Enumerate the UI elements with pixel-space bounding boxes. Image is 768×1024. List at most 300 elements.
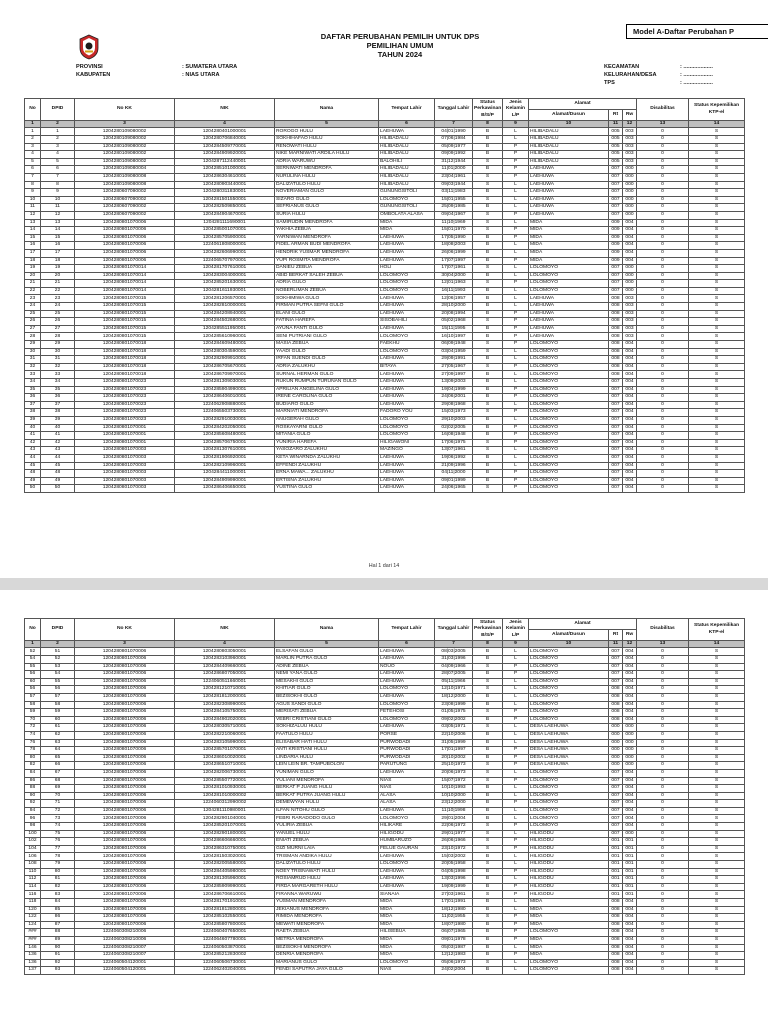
cell-dpid: 40 <box>41 424 75 432</box>
cell-status-kawin: S <box>473 265 503 273</box>
cell-alamat-dusun: LOLOMOYO <box>529 341 609 349</box>
cell-rt: 007 <box>609 785 623 793</box>
cell-nama: NIKE MARNIWATI ARDILA HULU <box>275 151 379 159</box>
cell-nik: 1224060503870001 <box>175 944 275 952</box>
cell-rt: 008 <box>609 341 623 349</box>
table-row <box>25 265 745 273</box>
cell-no: 54 <box>25 656 41 664</box>
cell-rw: 004 <box>623 936 637 944</box>
cell-tanggal-lahir: 28|07|2005 <box>435 671 473 679</box>
cell-alamat-dusun: LOLOMOYO <box>529 792 609 800</box>
cell-nama: YANUEL HULU <box>275 830 379 838</box>
cell-alamat-dusun: LAEHUWA <box>529 310 609 318</box>
cell-no: 8 <box>25 181 41 189</box>
cell-rt: 007 <box>609 272 623 280</box>
cell-nik: 1204287112440001 <box>175 158 275 166</box>
cell-tempat-lahir: LAEHUWA <box>379 648 435 656</box>
cell-nama: LINDARIA HULU <box>275 754 379 762</box>
col-rt: Rt <box>609 630 623 641</box>
cell-tempat-lahir: LOLOMOYO <box>379 348 435 356</box>
cell-disabilitas: 0 <box>637 265 689 273</box>
cell-no: 94 <box>25 807 41 815</box>
cell-nik: 1204282606990001 <box>175 249 275 257</box>
cell-disabilitas: 0 <box>637 454 689 462</box>
table-row <box>25 807 745 815</box>
cell-rw: 004 <box>623 409 637 417</box>
cell-nama: ADINE ZEBUA <box>275 663 379 671</box>
cell-jenis-kelamin: L <box>503 196 529 204</box>
cell-disabilitas: 0 <box>637 363 689 371</box>
cell-status-kawin: B <box>473 234 503 242</box>
cell-ktp-el: S <box>689 166 745 174</box>
cell-alamat-dusun: DESA LAEHUWA <box>529 747 609 755</box>
cell-rt: 007 <box>609 656 623 664</box>
cell-nama: ANUGERAH GULO <box>275 416 379 424</box>
cell-nama: SURIA HULU <box>275 211 379 219</box>
cell-disabilitas: 0 <box>637 242 689 250</box>
cell-tanggal-lahir: 18|07|1980 <box>435 921 473 929</box>
cell-no: 24 <box>25 303 41 311</box>
cell-ktp-el: S <box>689 280 745 288</box>
cell-jenis-kelamin: P <box>503 868 529 876</box>
cell-nik: 1204282901040001 <box>175 815 275 823</box>
table-row <box>25 477 745 485</box>
cell-jenis-kelamin: L <box>503 454 529 462</box>
cell-rw: 000 <box>623 762 637 770</box>
cell-no: 36 <box>25 394 41 402</box>
cell-tanggal-lahir: 24|06|2001 <box>435 394 473 402</box>
cell-alamat-dusun: LOLOMOYO <box>529 348 609 356</box>
cell-tempat-lahir: NIAS <box>379 967 435 975</box>
cell-no: 112 <box>25 876 41 884</box>
table-row <box>25 906 745 914</box>
cell-jenis-kelamin: P <box>503 762 529 770</box>
cell-rw: 000 <box>623 181 637 189</box>
table-row <box>25 693 745 701</box>
cell-alamat-dusun: MIDA <box>529 234 609 242</box>
cell-tanggal-lahir: 27|09|1997 <box>435 371 473 379</box>
cell-alamat-dusun: LOLOMOYO <box>529 287 609 295</box>
cell-dpid: 67 <box>41 769 75 777</box>
cell-jenis-kelamin: L <box>503 792 529 800</box>
cell-rt: 005 <box>609 136 623 144</box>
cell-jenis-kelamin: P <box>503 439 529 447</box>
cell-dpid: 48 <box>41 470 75 478</box>
cell-nik: 1204281812000001 <box>175 693 275 701</box>
col-jenis-kelamin: Jenis Kelamin L/P <box>503 619 529 641</box>
cell-nik: 1204282109960001 <box>175 462 275 470</box>
table-row <box>25 280 745 288</box>
cell-disabilitas: 0 <box>637 815 689 823</box>
cell-rw: 001 <box>623 838 637 846</box>
cell-dpid: 16 <box>41 242 75 250</box>
table-row <box>25 929 745 937</box>
provinsi-label: PROVINSI <box>76 64 103 70</box>
voter-table-page-2 <box>24 618 745 975</box>
cell-rw: 003 <box>623 158 637 166</box>
cell-ktp-el: S <box>689 265 745 273</box>
cell-nokk: 1204280801070006 <box>75 914 175 922</box>
cell-jenis-kelamin: P <box>503 952 529 960</box>
cell-tempat-lahir: LAEHUWA <box>379 371 435 379</box>
cell-nama: DANIEU ZEBUA <box>275 265 379 273</box>
cell-no: 48 <box>25 470 41 478</box>
cell-ktp-el: S <box>689 792 745 800</box>
cell-nama: AYUNA FANTI GULO <box>275 325 379 333</box>
table-row <box>25 234 745 242</box>
page-footer: Hal 1 dari 14 <box>368 563 400 569</box>
cell-rw: 004 <box>623 363 637 371</box>
cell-nik: 1204281010000002 <box>175 792 275 800</box>
cell-nik: 1204282005580001 <box>175 861 275 869</box>
cell-nik: 1204281210710001 <box>175 686 275 694</box>
cell-alamat-dusun: HILIGODU <box>529 861 609 869</box>
cell-tanggal-lahir: 29|08|1968 <box>435 401 473 409</box>
cell-rw: 004 <box>623 648 637 656</box>
cell-no: 122 <box>25 914 41 922</box>
cell-rt: 008 <box>609 371 623 379</box>
column-number: 5 <box>275 121 379 128</box>
cell-jenis-kelamin: L <box>503 899 529 907</box>
cell-disabilitas: 0 <box>637 447 689 455</box>
col-no: No <box>25 99 41 121</box>
cell-nokk: 1204280801070006 <box>75 838 175 846</box>
cell-alamat-dusun: LAEHUWA <box>529 173 609 181</box>
cell-tempat-lahir: LAEHUWA <box>379 234 435 242</box>
cell-no: 90 <box>25 792 41 800</box>
cell-no: 6 <box>25 166 41 174</box>
cell-tanggal-lahir: 15|07|1972 <box>435 777 473 785</box>
cell-status-kawin: S <box>473 158 503 166</box>
cell-nokk: 1204280109080004 <box>75 166 175 174</box>
cell-rw: 004 <box>623 959 637 967</box>
cell-rt: 001 <box>609 876 623 884</box>
cell-nama: FIRANNA WARUWU <box>275 891 379 899</box>
cell-nik: 1204283103960001 <box>175 656 275 664</box>
cell-tempat-lahir: FELUE GAURAN <box>379 845 435 853</box>
cell-tempat-lahir: HILIBADALU <box>379 166 435 174</box>
column-number: 7 <box>435 641 473 648</box>
cell-no: 10 <box>25 196 41 204</box>
cell-ktp-el: S <box>689 959 745 967</box>
cell-rt: 000 <box>609 754 623 762</box>
cell-nik: 1204281503020001 <box>175 853 275 861</box>
cell-jenis-kelamin: P <box>503 929 529 937</box>
cell-tanggal-lahir: 23|04|1961 <box>435 173 473 181</box>
cell-dpid: 73 <box>41 815 75 823</box>
cell-no: 23 <box>25 295 41 303</box>
cell-disabilitas: 0 <box>637 876 689 884</box>
column-number: 13 <box>637 121 689 128</box>
table-row <box>25 310 745 318</box>
cell-dpid: 85 <box>41 906 75 914</box>
cell-ktp-el: S <box>689 663 745 671</box>
cell-tempat-lahir: LAEHUWA <box>379 724 435 732</box>
cell-tempat-lahir: GUNUNGSITOLI <box>379 189 435 197</box>
cell-ktp-el: S <box>689 325 745 333</box>
cell-jenis-kelamin: L <box>503 785 529 793</box>
cell-rw: 000 <box>623 739 637 747</box>
cell-nik: 1204286406650001 <box>175 485 275 493</box>
cell-disabilitas: 0 <box>637 204 689 212</box>
cell-status-kawin: B <box>473 424 503 432</box>
cell-tanggal-lahir: 05|02|1968 <box>435 318 473 326</box>
cell-rt: 008 <box>609 356 623 364</box>
cell-ktp-el: S <box>689 219 745 227</box>
cell-ktp-el: S <box>689 739 745 747</box>
cell-tempat-lahir: PARUTUNG <box>379 762 435 770</box>
cell-disabilitas: 0 <box>637 921 689 929</box>
cell-tempat-lahir: LOLOMOYO <box>379 424 435 432</box>
cell-jenis-kelamin: L <box>503 807 529 815</box>
cell-disabilitas: 0 <box>637 701 689 709</box>
cell-jenis-kelamin: P <box>503 341 529 349</box>
cell-dpid: 38 <box>41 409 75 417</box>
cell-jenis-kelamin: L <box>503 371 529 379</box>
cell-alamat-dusun: LOLOMOYO <box>529 709 609 717</box>
cell-no: 76 <box>25 739 41 747</box>
cell-status-kawin: B <box>473 876 503 884</box>
cell-tanggal-lahir: 02|02|2005 <box>435 424 473 432</box>
cell-alamat-dusun: MIDA <box>529 899 609 907</box>
cell-status-kawin: B <box>473 853 503 861</box>
cell-jenis-kelamin: P <box>503 158 529 166</box>
cell-rt: 007 <box>609 181 623 189</box>
kabupaten-value: : NIAS UTARA <box>182 72 220 78</box>
cell-nik: 1204284904670001 <box>175 211 275 219</box>
cell-no: 60 <box>25 678 41 686</box>
cell-tanggal-lahir: 18|08|2003 <box>435 242 473 250</box>
cell-jenis-kelamin: P <box>503 883 529 891</box>
cell-nama: BEZISOKHI GULO <box>275 693 379 701</box>
cell-dpid: 43 <box>41 447 75 455</box>
table-row <box>25 325 745 333</box>
cell-disabilitas: 0 <box>637 936 689 944</box>
cell-rt: 008 <box>609 310 623 318</box>
cell-dpid: 3 <box>41 143 75 151</box>
cell-nama: YUSMAN MENDROFA <box>275 899 379 907</box>
cell-tempat-lahir: LAEHUWA <box>379 678 435 686</box>
cell-disabilitas: 0 <box>637 181 689 189</box>
cell-nik: 1204285701070001 <box>175 747 275 755</box>
cell-jenis-kelamin: L <box>503 876 529 884</box>
cell-tanggal-lahir: 12|12|1983 <box>435 952 473 960</box>
cell-status-kawin: S <box>473 341 503 349</box>
cell-tanggal-lahir: 16|11|1993 <box>435 287 473 295</box>
col-tanggal-lahir: Tanggal Lahir <box>435 99 473 121</box>
cell-disabilitas: 0 <box>637 747 689 755</box>
cell-ktp-el: S <box>689 181 745 189</box>
cell-nokk: 1204280607090002 <box>75 189 175 197</box>
cell-ktp-el: S <box>689 416 745 424</box>
cell-alamat-dusun: LOLOMOYO <box>529 785 609 793</box>
cell-nama: YAKHIA ZEBUA <box>275 227 379 235</box>
cell-status-kawin: S <box>473 777 503 785</box>
cell-dpid: 69 <box>41 785 75 793</box>
cell-nama: NOEY TRISNAWATI HULU <box>275 868 379 876</box>
cell-no: 56 <box>25 686 41 694</box>
cell-ktp-el: S <box>689 883 745 891</box>
cell-no: 26 <box>25 318 41 326</box>
cell-rt: 008 <box>609 363 623 371</box>
cell-tempat-lahir: HILIGODU <box>379 830 435 838</box>
cell-ktp-el: S <box>689 906 745 914</box>
cell-nokk: 1204280801070001 <box>75 424 175 432</box>
cell-nama: FENDI SAPUTRA JAYA GULO <box>275 967 379 975</box>
cell-nama: ILFAN NITOHU GULO <box>275 807 379 815</box>
cell-tanggal-lahir: 11|10|1998 <box>435 807 473 815</box>
cell-nokk: 1204280801070018 <box>75 348 175 356</box>
cell-no: 100 <box>25 830 41 838</box>
cell-rw: 004 <box>623 432 637 440</box>
table-row <box>25 914 745 922</box>
cell-no: 39 <box>25 416 41 424</box>
cell-nokk: 1204280801070006 <box>75 686 175 694</box>
cell-status-kawin: S <box>473 959 503 967</box>
cell-rt: 007 <box>609 439 623 447</box>
cell-disabilitas: 0 <box>637 785 689 793</box>
cell-dpid: 42 <box>41 439 75 447</box>
cell-jenis-kelamin: P <box>503 823 529 831</box>
cell-rt: 008 <box>609 914 623 922</box>
cell-nik: 1204286606660001 <box>175 838 275 846</box>
cell-dpid: 87 <box>41 921 75 929</box>
cell-status-kawin: B <box>473 754 503 762</box>
cell-rt: 007 <box>609 792 623 800</box>
cell-dpid: 55 <box>41 678 75 686</box>
table-row <box>25 432 745 440</box>
cell-dpid: 77 <box>41 845 75 853</box>
cell-tanggal-lahir: 09|03|1944 <box>435 181 473 189</box>
cell-nik: 1204286010020001 <box>175 754 275 762</box>
cell-tanggal-lahir: 16|08|1948 <box>435 432 473 440</box>
cell-rt: 007 <box>609 800 623 808</box>
cell-rt: 000 <box>609 731 623 739</box>
column-number: 6 <box>379 641 435 648</box>
table-row <box>25 800 745 808</box>
cell-no: 25 <box>25 310 41 318</box>
table-row <box>25 686 745 694</box>
cell-disabilitas: 0 <box>637 800 689 808</box>
cell-tanggal-lahir: 17|06|1975 <box>435 439 473 447</box>
cell-dpid: 92 <box>41 959 75 967</box>
cell-alamat-dusun: HILIGODU <box>529 883 609 891</box>
cell-alamat-dusun: DESA LAEHUWA <box>529 739 609 747</box>
cell-nama: FEBRI RARADODO GULO <box>275 815 379 823</box>
cell-jenis-kelamin: P <box>503 470 529 478</box>
cell-status-kawin: B <box>473 166 503 174</box>
cell-disabilitas: 0 <box>637 310 689 318</box>
cell-alamat-dusun: MIDA <box>529 944 609 952</box>
cell-nik: 1204284502680001 <box>175 318 275 326</box>
cell-nama: FATINIA HAREFA <box>275 318 379 326</box>
cell-dpid: 22 <box>41 287 75 295</box>
cell-no: 55 <box>25 663 41 671</box>
cell-nama: YUPI ROSMITA MENDROFA <box>275 257 379 265</box>
document-subtitle: PEMILIHAN UMUM <box>366 41 434 50</box>
cell-rw: 000 <box>623 204 637 212</box>
cell-rt: 009 <box>609 219 623 227</box>
cell-rw: 000 <box>623 265 637 273</box>
cell-rw: 003 <box>623 151 637 159</box>
cell-nik: 1204285705900001 <box>175 234 275 242</box>
cell-alamat-dusun: HILIGODU <box>529 838 609 846</box>
cell-no: 1 <box>25 128 41 136</box>
cell-disabilitas: 0 <box>637 959 689 967</box>
cell-nik: 1204282006730001 <box>175 769 275 777</box>
cell-alamat-dusun: LAEHUWA <box>529 189 609 197</box>
cell-disabilitas: 0 <box>637 439 689 447</box>
cell-no: 30 <box>25 348 41 356</box>
cell-rw: 004 <box>623 477 637 485</box>
cell-nik: 1204286709970001 <box>175 371 275 379</box>
cell-nama: MARLIN PUTRA GULO <box>275 656 379 664</box>
cell-tempat-lahir: LAEHUWA <box>379 883 435 891</box>
column-number: 12 <box>623 121 637 128</box>
cell-tanggal-lahir: 18|12|1980 <box>435 906 473 914</box>
cell-dpid: 60 <box>41 716 75 724</box>
cell-dpid: 65 <box>41 754 75 762</box>
cell-nama: SOKHIMIWA GULO <box>275 295 379 303</box>
cell-jenis-kelamin: P <box>503 227 529 235</box>
cell-nik: 1204281501550001 <box>175 196 275 204</box>
document-year: TAHUN 2024 <box>377 50 423 59</box>
table-row <box>25 181 745 189</box>
cell-nokk: 1204280801070006 <box>75 671 175 679</box>
cell-disabilitas: 0 <box>637 356 689 364</box>
cell-disabilitas: 0 <box>637 272 689 280</box>
cell-status-kawin: B <box>473 189 503 197</box>
tps-value: : ................... <box>680 80 713 86</box>
col-tanggal-lahir: Tanggal Lahir <box>435 619 473 641</box>
cell-jenis-kelamin: P <box>503 663 529 671</box>
cell-rt: 008 <box>609 929 623 937</box>
cell-disabilitas: 0 <box>637 128 689 136</box>
cell-disabilitas: 0 <box>637 477 689 485</box>
cell-alamat-dusun: LOLOMOYO <box>529 663 609 671</box>
cell-disabilitas: 0 <box>637 762 689 770</box>
cell-nik: 1204282210060001 <box>175 731 275 739</box>
cell-nama: ADRIA GULO <box>275 280 379 288</box>
cell-ktp-el: S <box>689 899 745 907</box>
cell-dpid: 30 <box>41 348 75 356</box>
cell-alamat-dusun: HILIGODU <box>529 845 609 853</box>
cell-ktp-el: S <box>689 769 745 777</box>
cell-ktp-el: S <box>689 318 745 326</box>
cell-rw: 004 <box>623 769 637 777</box>
cell-nik: 1224065503730001 <box>175 409 275 417</box>
cell-rt: 007 <box>609 815 623 823</box>
cell-disabilitas: 0 <box>637 891 689 899</box>
cell-tempat-lahir: LAEHUWA <box>379 671 435 679</box>
cell-rw: 004 <box>623 686 637 694</box>
cell-tanggal-lahir: 31|12|1944 <box>435 158 473 166</box>
cell-nik: 1204284902020001 <box>175 716 275 724</box>
cell-alamat-dusun: LOLOMOYO <box>529 959 609 967</box>
cell-nama: SAMIRUDIN MENDROFA <box>275 219 379 227</box>
cell-tanggal-lahir: 11|01|2000 <box>435 166 473 174</box>
cell-status-kawin: B <box>473 310 503 318</box>
cell-ktp-el: S <box>689 348 745 356</box>
cell-status-kawin: S <box>473 838 503 846</box>
cell-nama: GIZI MURNI LAIA <box>275 845 379 853</box>
cell-status-kawin: B <box>473 470 503 478</box>
table-row <box>25 823 745 831</box>
cell-nik: 1204284909920001 <box>175 151 275 159</box>
cell-status-kawin: B <box>473 656 503 664</box>
col-ktp-el: Status Kepemilikan KTP-el <box>689 99 745 121</box>
cell-status-kawin: B <box>473 906 503 914</box>
